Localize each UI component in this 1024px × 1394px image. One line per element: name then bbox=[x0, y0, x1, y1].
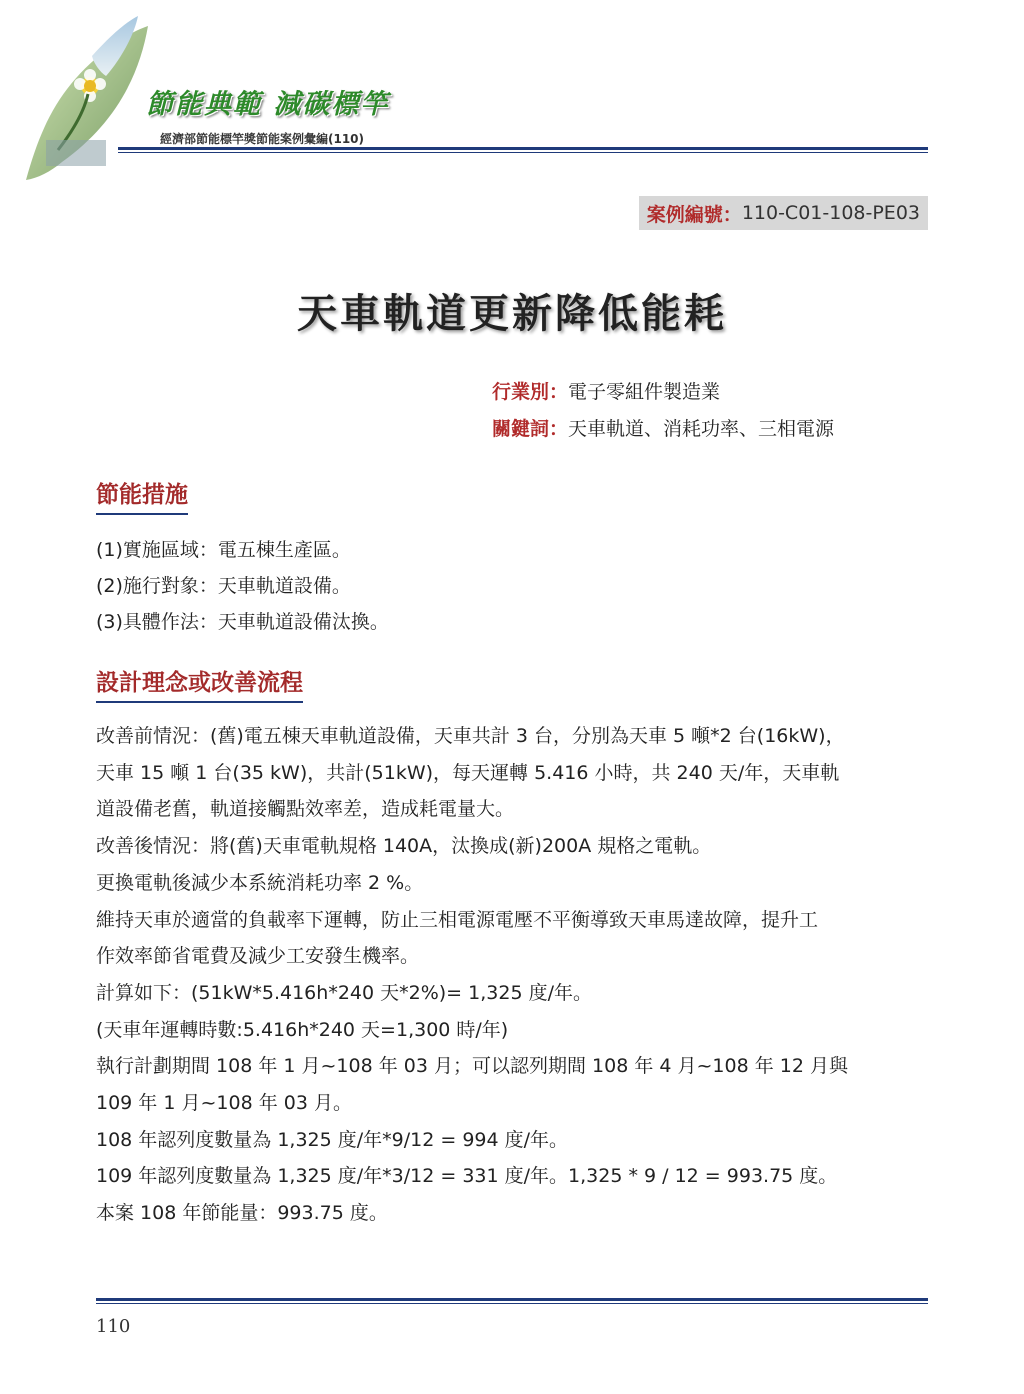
body-line: 改善後情況：將(舊)天車電軌規格 140A，汰換成(新)200A 規格之電軌。 bbox=[96, 835, 712, 858]
industry-row bbox=[492, 374, 834, 411]
case-number-badge bbox=[639, 196, 928, 230]
header-rule bbox=[118, 147, 928, 150]
footer-rule-thin bbox=[96, 1303, 928, 1304]
keywords-value: 天車軌道、消耗功率、三相電源 bbox=[568, 418, 835, 440]
case-number-label: 案例編號： bbox=[646, 203, 742, 226]
list-item: (2)施行對象：天車軌道設備。 bbox=[96, 575, 351, 597]
brand-subtitle: 經濟部節能標竿獎節能案例彙編(110) bbox=[160, 132, 365, 146]
list-item: (1)實施區域：電五棟生產區。 bbox=[96, 539, 351, 561]
industry-label: 行業別： bbox=[492, 381, 569, 403]
header-rule-thin bbox=[118, 152, 928, 153]
body-line: 改善前情況：(舊)電五棟天車軌道設備，天車共計 3 台，分別為天車 5 噸*2 台(16kW)， bbox=[96, 725, 845, 747]
body-line: 更換電軌後減少本系統消耗功率 2 %。 bbox=[96, 871, 424, 894]
body-line: 109 年認列度數量為 1,325 度/年*3/12 = 331 度/年。1,325 * 9 / 12 = 993.75 度。 bbox=[96, 1165, 838, 1188]
body-line: 執行計劃期間 108 年 1 月~108 年 03 月；可以認列期間 108 年 4 月~108 年 12 月與 bbox=[96, 1055, 848, 1078]
body-line: (天車年運轉時數:5.416h*240 天=1,300 時/年) bbox=[96, 1018, 509, 1041]
body-line: 天車 15 噸 1 台(35 kW)，共計(51kW)，每天運轉 5.416 小時，共 240 天/年，天車軌 bbox=[96, 761, 840, 784]
case-number-value: 110-C01-108-PE03 bbox=[741, 202, 920, 224]
body-line: 道設備老舊，軌道接觸點效率差，造成耗電量大。 bbox=[96, 798, 515, 821]
keywords-label: 關鍵詞： bbox=[492, 418, 569, 440]
page-number: 110 bbox=[96, 1316, 131, 1337]
body-line: 計算如下：(51kW*5.416h*240 天*2%)= 1,325 度/年。 bbox=[96, 981, 592, 1004]
design-body bbox=[96, 718, 936, 1232]
footer-rule bbox=[96, 1298, 928, 1301]
page-title: 天車軌道更新降低能耗 bbox=[297, 291, 727, 337]
body-line: 維持天車於適當的負載率下運轉，防止三相電源電壓不平衡導致天車馬達故障，提升工 bbox=[96, 908, 819, 931]
body-line: 109 年 1 月~108 年 03 月。 bbox=[96, 1092, 352, 1115]
taiwan-leaf-flower-logo-icon bbox=[22, 12, 152, 184]
section-heading-measures: 節能措施 bbox=[96, 476, 188, 515]
section-heading-design: 設計理念或改善流程 bbox=[96, 664, 303, 703]
body-line: 本案 108 年節能量：993.75 度。 bbox=[96, 1202, 388, 1225]
body-line: 108 年認列度數量為 1,325 度/年*9/12 = 994 度/年。 bbox=[96, 1128, 569, 1151]
brand-title: 節能典範 減碳標竿 bbox=[146, 89, 390, 120]
list-item: (3)具體作法：天車軌道設備汰換。 bbox=[96, 611, 389, 633]
industry-value: 電子零組件製造業 bbox=[568, 381, 721, 403]
measures-list bbox=[96, 532, 389, 640]
body-line: 作效率節省電費及減少工安發生機率。 bbox=[96, 945, 420, 968]
case-meta bbox=[492, 374, 834, 448]
keywords-row bbox=[492, 411, 834, 448]
